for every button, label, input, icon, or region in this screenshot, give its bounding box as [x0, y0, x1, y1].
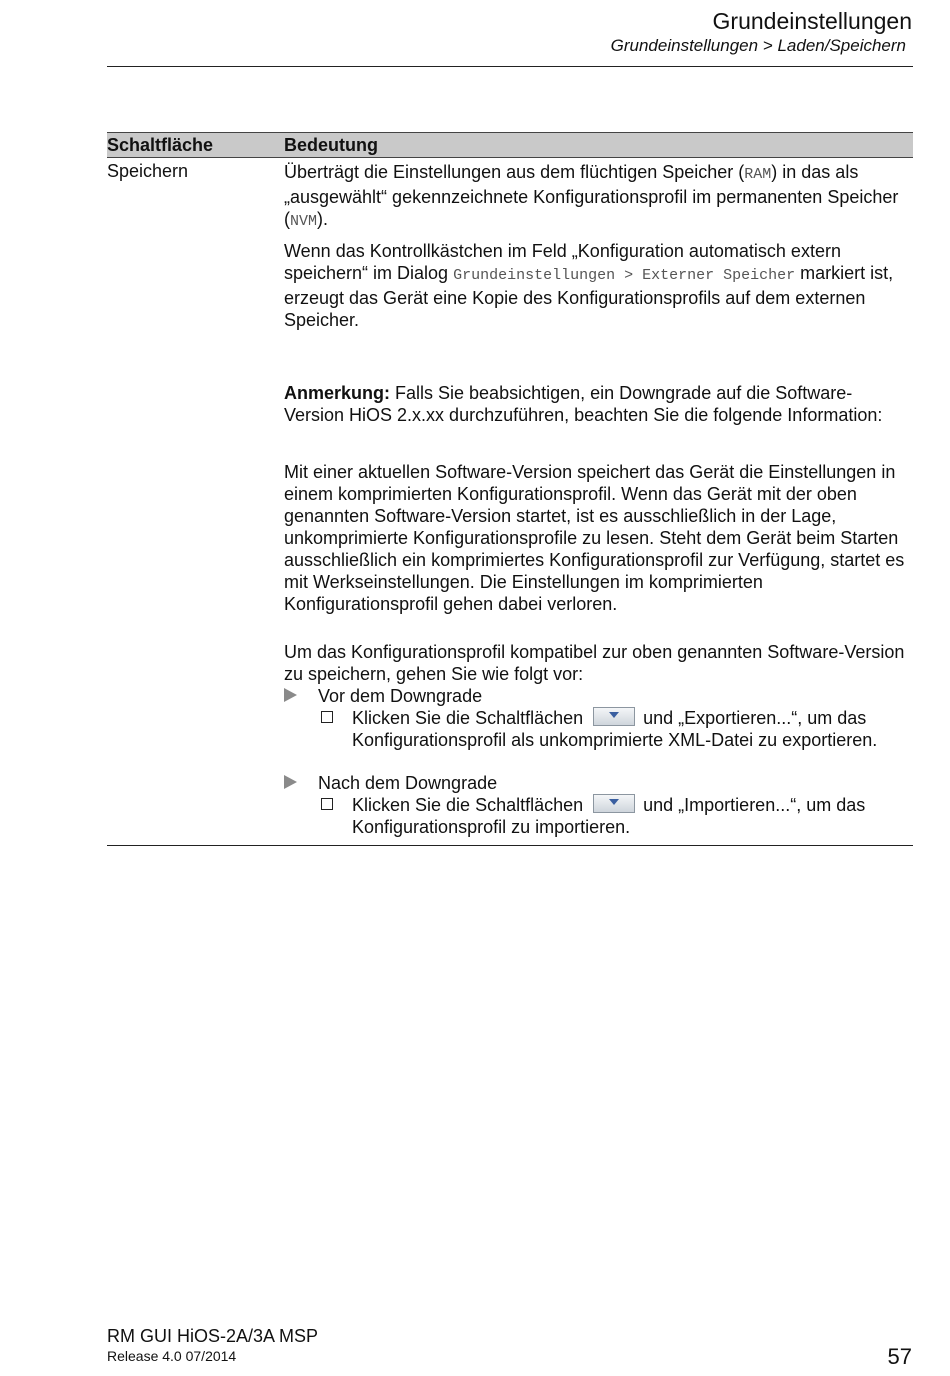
note-label: Anmerkung: — [284, 383, 391, 403]
nvm-term: NVM — [290, 213, 318, 230]
dropdown-button-icon — [593, 707, 635, 726]
dialog-path: Grundeinstellungen > Externer Speicher — [453, 267, 796, 284]
checkbox-square-icon — [321, 798, 333, 810]
release-info: Release 4.0 07/2014 — [107, 1348, 237, 1364]
note-paragraph: Anmerkung: Falls Sie beabsichtigen, ein Downgrade auf die Software-Version HiOS 2.x.xx durchzuführen, beachten Sie die folgende Information: — [284, 383, 883, 425]
header-divider — [107, 66, 913, 67]
breadcrumb: Grundeinstellungen > Laden/Speichern — [610, 36, 906, 55]
step-arrow-icon — [284, 688, 297, 702]
step-2-instruction: Klicken Sie die Schaltflächen und „Importieren...“, um das Konfigurationsprofil zu importieren. — [352, 795, 866, 837]
description-paragraph-1: Überträgt die Einstellungen aus dem flüchtigen Speicher (RAM) in das als „ausgewählt“ gekennzeichnete Konfigurationsprofil im permanenten Speicher (NVM). — [284, 162, 899, 230]
description-paragraph-4: Mit einer aktuellen Software-Version speichert das Gerät die Einstellungen in einem komprimierten Konfigurationsprofil. Wenn das Gerät mit der oben genannten Software-Version startet, ist es ausschließlich in der Lage, unkomprimierte Konfigurationsprofile zu lesen. Steht dem Gerät beim Starten ausschließlich ein komprimiertes Konfigurationsprofil zur Verfügung, startet es mit Werkseinstellungen. Die Einstellungen im komprimierten Konfigurationsprofil gehen dabei verloren. — [284, 462, 905, 614]
ram-term: RAM — [744, 166, 772, 183]
column-header-meaning: Bedeutung — [284, 135, 378, 155]
dropdown-button-icon — [593, 794, 635, 813]
table-bottom-rule — [107, 845, 913, 846]
row-label: Speichern — [107, 161, 189, 181]
step-1-label: Vor dem Downgrade — [318, 686, 483, 706]
description-paragraph-2: Wenn das Kontrollkästchen im Feld „Konfiguration automatisch extern speichern“ im Dialog Grundeinstellungen > Externer Speicher markiert ist, erzeugt das Gerät eine Kopie des Konfigurationsprofils auf dem externen Speicher. — [284, 241, 894, 330]
column-header-button: Schaltfläche — [107, 135, 214, 155]
manual-title: RM GUI HiOS-2A/3A MSP — [107, 1326, 319, 1346]
page-number: 57 — [887, 1344, 912, 1369]
chapter-title: Grundeinstellungen — [712, 8, 912, 34]
description-paragraph-5: Um das Konfigurationsprofil kompatibel zur oben genannten Software-Version zu speichern, gehen Sie wie folgt vor: — [284, 642, 905, 684]
table-header — [107, 132, 913, 158]
step-arrow-icon — [284, 775, 297, 789]
step-1-instruction: Klicken Sie die Schaltflächen und „Exportieren...“, um das Konfigurationsprofil als unkomprimierte XML-Datei zu exportieren. — [352, 708, 878, 750]
checkbox-square-icon — [321, 711, 333, 723]
step-2-label: Nach dem Downgrade — [318, 773, 498, 793]
